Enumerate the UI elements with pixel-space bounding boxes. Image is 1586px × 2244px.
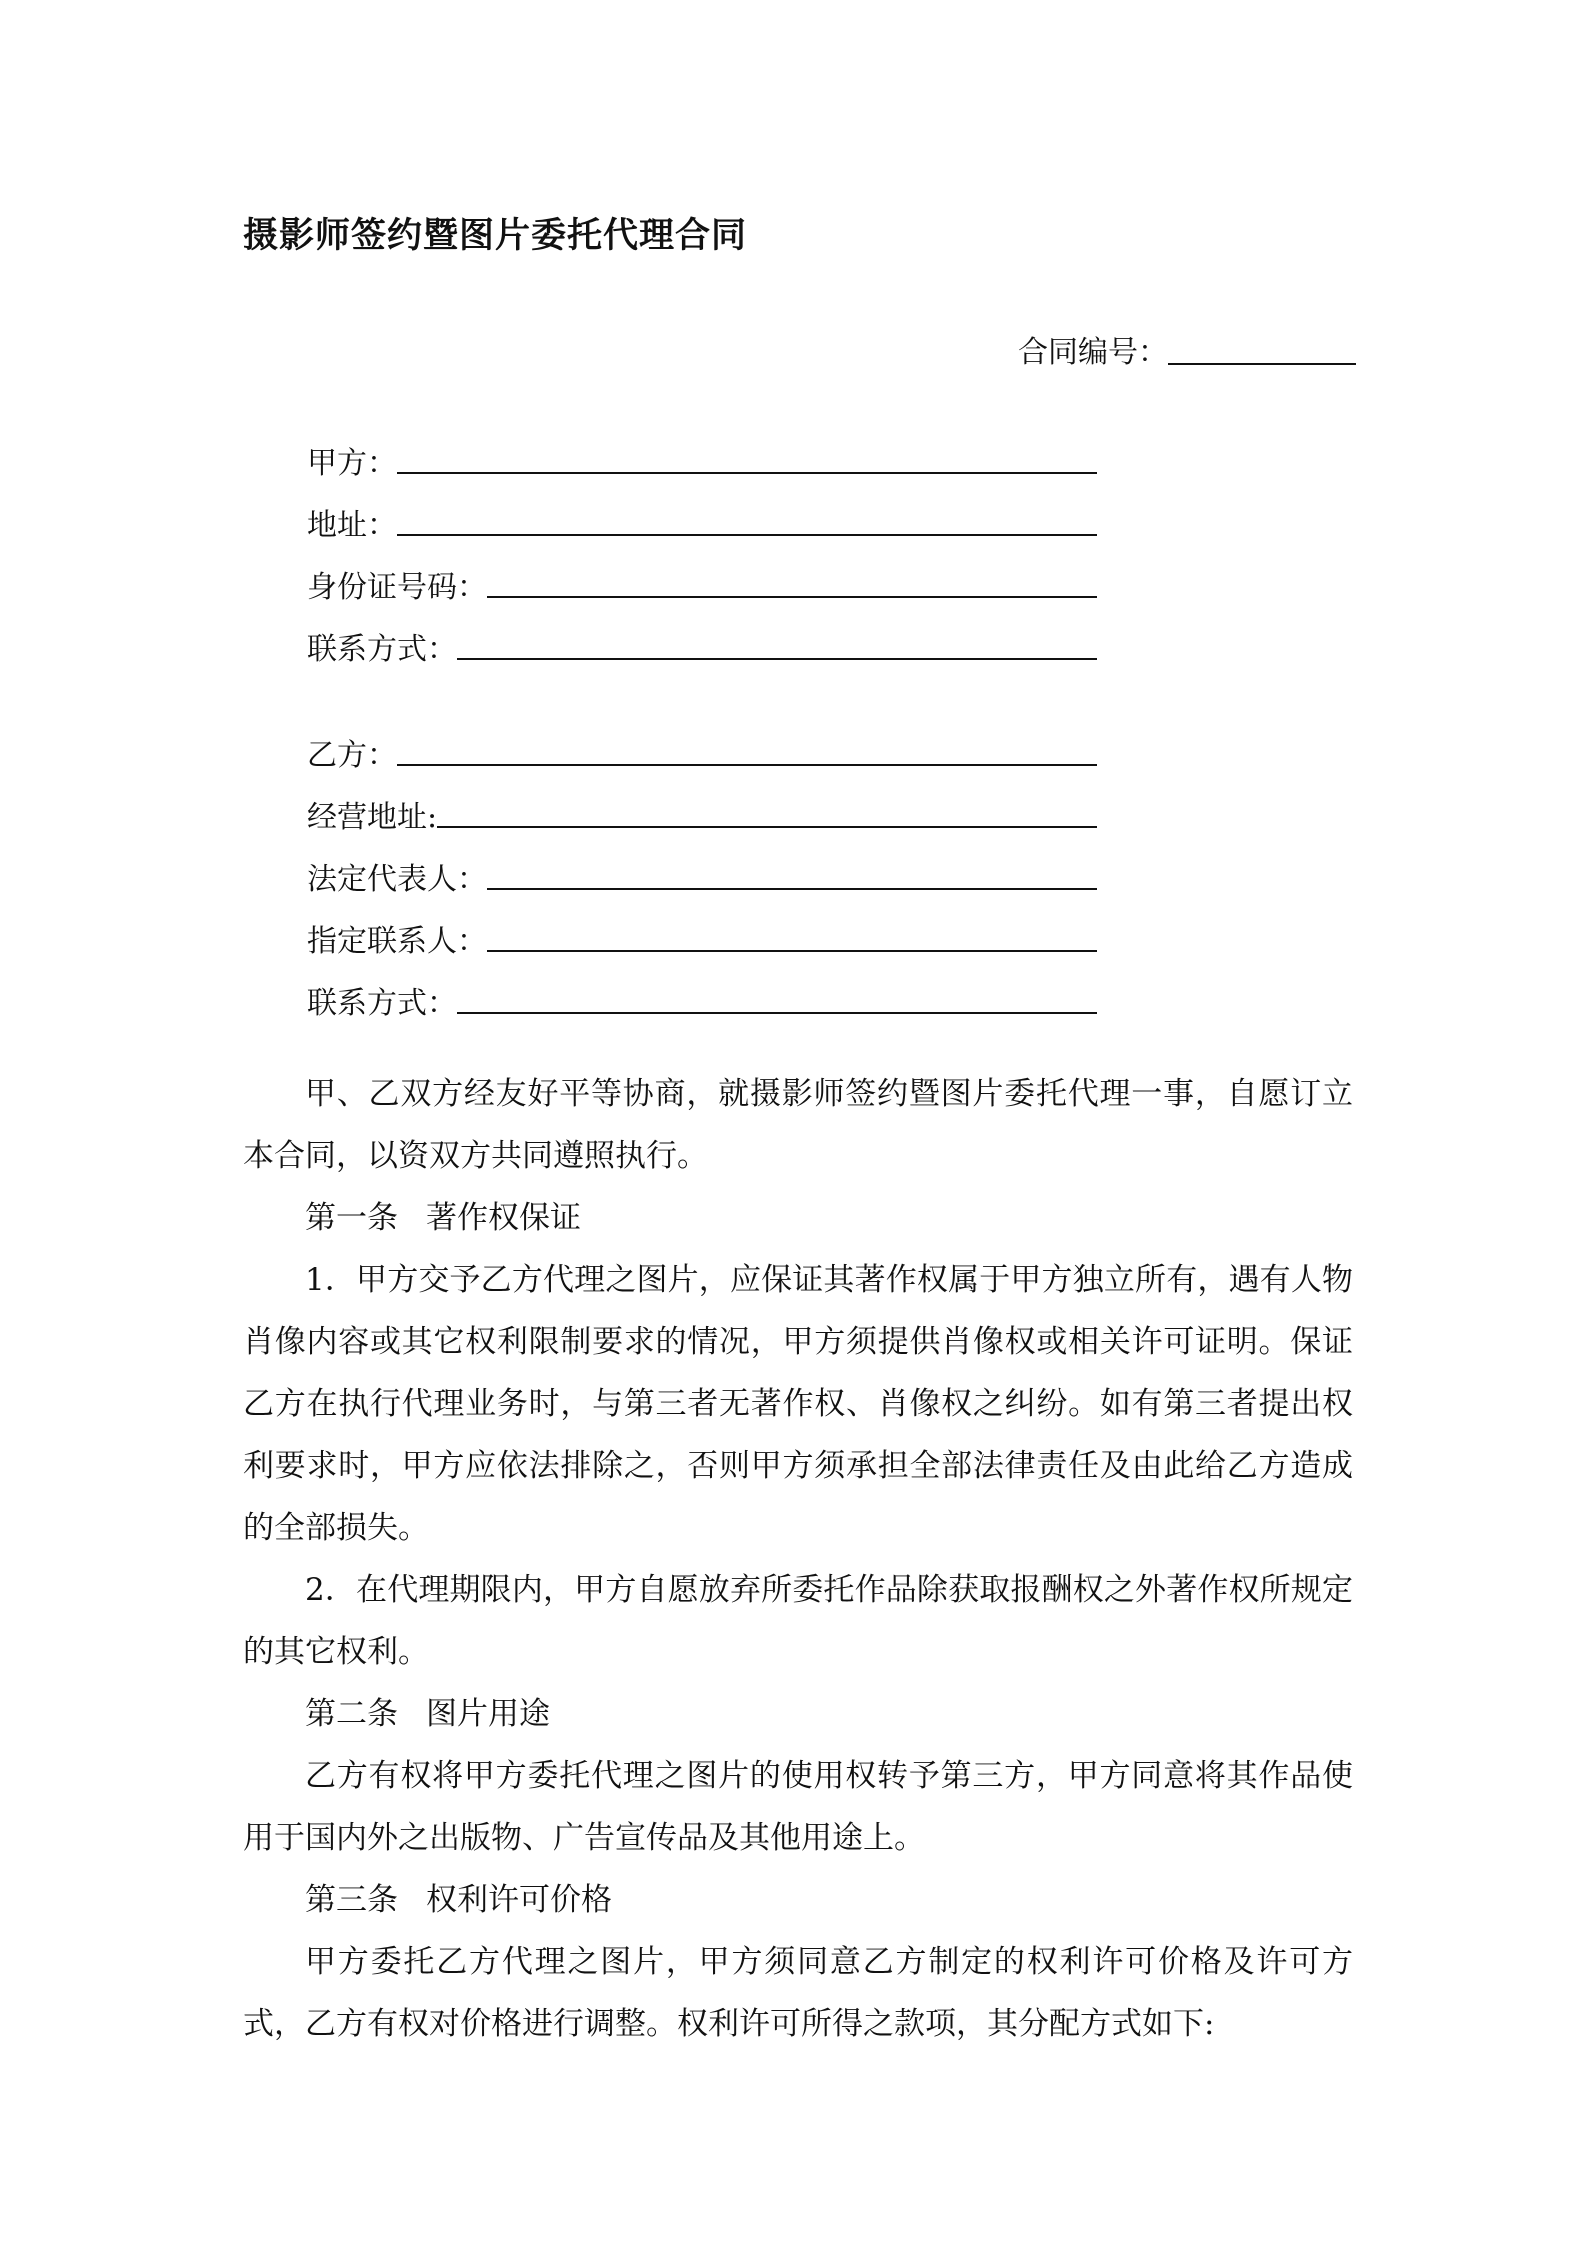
article-1-paragraph-2: 2．在代理期限内，甲方自愿放弃所委托作品除获取报酬权之外著作权所规定的其它权利。	[243, 1572, 1353, 1670]
party-a-name-label: 甲方：	[307, 446, 397, 481]
party-a-contact-row	[307, 606, 1097, 668]
article-2-paragraph-1: 乙方有权将甲方委托代理之图片的使用权转予第三方，甲方同意将其作品使用于国内外之出版物、广告宣传品及其他用途上。	[243, 1758, 1353, 1856]
party-b-address-row	[307, 774, 1097, 836]
party-b-contact-label: 联系方式：	[307, 986, 457, 1021]
contract-number-label: 合同编号：	[1018, 335, 1168, 370]
party-b-address-blank	[437, 796, 1097, 828]
party-a-address-label: 地址：	[307, 508, 397, 543]
contract-number-field	[1018, 325, 1356, 371]
article-3-heading	[243, 1869, 1353, 1931]
party-b-name-blank	[397, 734, 1097, 766]
article-3-paragraph-1: 甲方委托乙方代理之图片，甲方须同意乙方制定的权利许可价格及许可方式，乙方有权对价格进行调整。权利许可所得之款项，其分配方式如下:	[243, 1944, 1353, 2042]
contract-body	[243, 1063, 1353, 2055]
document-title: 摄影师签约暨图片委托代理合同	[243, 215, 748, 256]
party-b-legal-rep-blank	[487, 858, 1097, 890]
party-a-contact-blank	[457, 628, 1097, 660]
party-a-address-row	[307, 482, 1097, 544]
party-a-id-label: 身份证号码：	[307, 570, 487, 605]
contract-number-blank	[1168, 333, 1356, 365]
party-a-id-row	[307, 544, 1097, 606]
article-2-title: 图片用途	[426, 1696, 550, 1732]
party-a-id-blank	[487, 566, 1097, 598]
party-a-address-blank	[397, 504, 1097, 536]
party-a-name-row	[307, 420, 1097, 482]
article-1-number: 第一条	[305, 1200, 398, 1236]
article-2-number: 第二条	[305, 1696, 398, 1732]
party-a-name-blank	[397, 442, 1097, 474]
article-1-heading	[243, 1187, 1353, 1249]
party-b-name-row	[307, 712, 1097, 774]
party-a-block	[307, 420, 1097, 668]
party-a-contact-label: 联系方式：	[307, 632, 457, 667]
article-3-number: 第三条	[305, 1882, 398, 1918]
preamble-paragraph: 甲、乙双方经友好平等协商，就摄影师签约暨图片委托代理一事，自愿订立本合同，以资双方共同遵照执行。	[243, 1076, 1353, 1174]
party-b-contact-person-blank	[487, 920, 1097, 952]
party-b-name-label: 乙方：	[307, 738, 397, 773]
party-b-address-label: 经营地址:	[307, 800, 438, 835]
party-b-legal-rep-label: 法定代表人：	[307, 862, 487, 897]
party-b-contact-row	[307, 960, 1097, 1022]
article-2-heading	[243, 1683, 1353, 1745]
party-b-block	[307, 712, 1097, 1022]
party-b-contact-person-row	[307, 898, 1097, 960]
article-1-title: 著作权保证	[426, 1200, 581, 1236]
article-3-title: 权利许可价格	[426, 1882, 612, 1918]
party-b-contact-blank	[457, 982, 1097, 1014]
party-b-contact-person-label: 指定联系人：	[307, 924, 487, 959]
article-1-paragraph-1: 1．甲方交予乙方代理之图片，应保证其著作权属于甲方独立所有，遇有人物肖像内容或其它权利限制要求的情况，甲方须提供肖像权或相关许可证明。保证乙方在执行代理业务时，与第三者无著作权、肖像权之纠纷。如有第三者提出权利要求时，甲方应依法排除之，否则甲方须承担全部法律责任及由此给乙方造成的全部损失。	[243, 1262, 1353, 1546]
party-b-legal-rep-row	[307, 836, 1097, 898]
